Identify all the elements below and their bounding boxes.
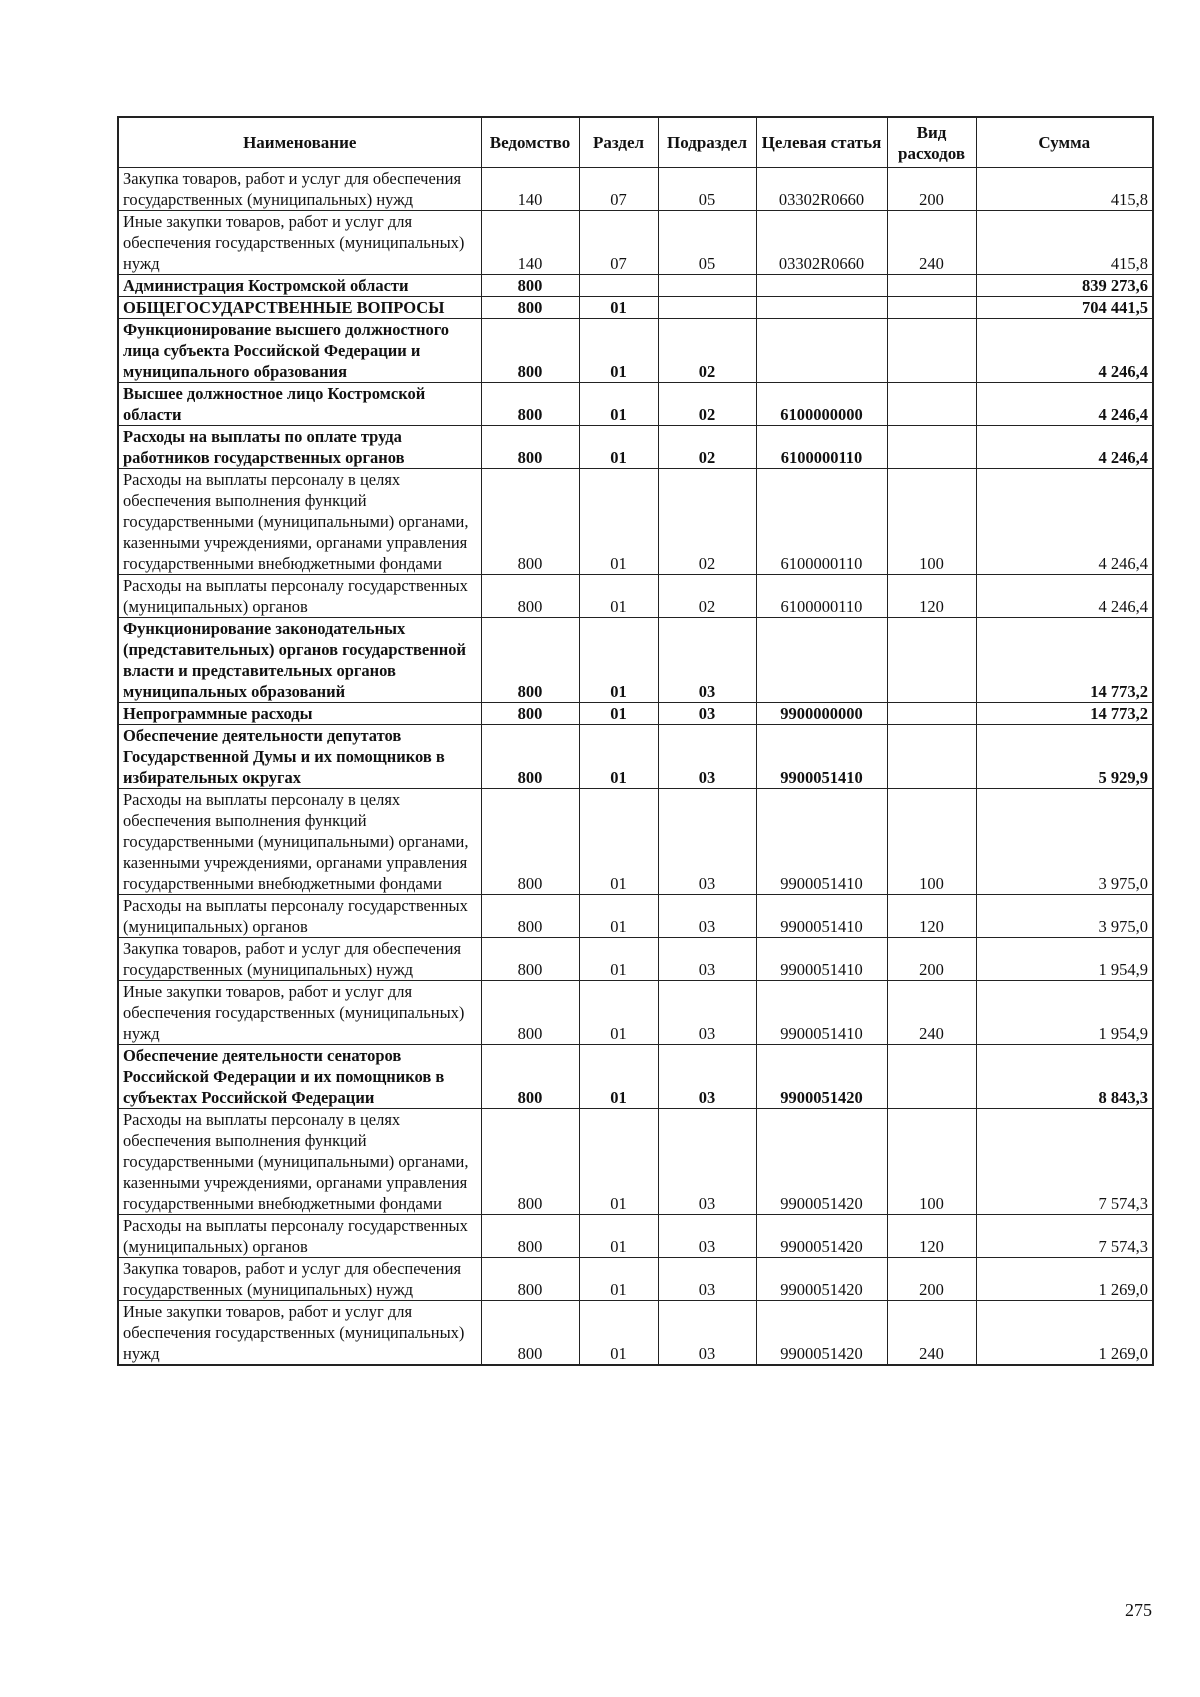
cell-exp-type: [887, 319, 976, 383]
cell-target: [756, 319, 887, 383]
cell-name: Расходы на выплаты по оплате труда работников государственных органов: [118, 426, 481, 469]
cell-amount: 839 273,6: [976, 275, 1153, 297]
cell-target: 9900051420: [756, 1109, 887, 1215]
cell-target: 9900051420: [756, 1045, 887, 1109]
cell-amount: 1 954,9: [976, 981, 1153, 1045]
table-row: [118, 618, 1153, 703]
header-row: [118, 117, 1153, 168]
cell-section: 01: [579, 383, 658, 426]
table-row: [118, 1109, 1153, 1215]
cell-amount: 3 975,0: [976, 895, 1153, 938]
cell-subsection: 03: [658, 1258, 756, 1301]
cell-section: 01: [579, 895, 658, 938]
cell-amount: 8 843,3: [976, 1045, 1153, 1109]
cell-subsection: 03: [658, 1215, 756, 1258]
cell-amount: 4 246,4: [976, 469, 1153, 575]
cell-dept: 800: [481, 725, 579, 789]
cell-exp-type: 240: [887, 1301, 976, 1366]
cell-section: 01: [579, 1301, 658, 1366]
cell-name: Расходы на выплаты персоналу государственных (муниципальных) органов: [118, 575, 481, 618]
cell-target: 6100000110: [756, 575, 887, 618]
cell-section: 01: [579, 703, 658, 725]
cell-subsection: 03: [658, 703, 756, 725]
cell-exp-type: 240: [887, 981, 976, 1045]
cell-dept: 800: [481, 275, 579, 297]
cell-dept: 140: [481, 211, 579, 275]
cell-exp-type: [887, 618, 976, 703]
cell-exp-type: 200: [887, 1258, 976, 1301]
cell-target: 9900051420: [756, 1215, 887, 1258]
cell-amount: 415,8: [976, 168, 1153, 211]
cell-subsection: 03: [658, 789, 756, 895]
cell-amount: 1 954,9: [976, 938, 1153, 981]
cell-target: 9900051410: [756, 725, 887, 789]
cell-name: Функционирование высшего должностного лица субъекта Российской Федерации и муниципального образования: [118, 319, 481, 383]
cell-subsection: 02: [658, 575, 756, 618]
cell-dept: 800: [481, 383, 579, 426]
cell-subsection: 03: [658, 938, 756, 981]
table-row: [118, 895, 1153, 938]
cell-amount: 415,8: [976, 211, 1153, 275]
cell-exp-type: 200: [887, 168, 976, 211]
cell-amount: 4 246,4: [976, 383, 1153, 426]
cell-subsection: 03: [658, 1109, 756, 1215]
cell-subsection: 03: [658, 618, 756, 703]
table-row: [118, 981, 1153, 1045]
table-row: [118, 725, 1153, 789]
cell-dept: 800: [481, 895, 579, 938]
cell-dept: 140: [481, 168, 579, 211]
header-section: Раздел: [579, 117, 658, 168]
table-row: [118, 1258, 1153, 1301]
cell-target: [756, 275, 887, 297]
cell-dept: 800: [481, 618, 579, 703]
cell-section: 01: [579, 426, 658, 469]
cell-name: Иные закупки товаров, работ и услуг для обеспечения государственных (муниципальных) нужд: [118, 1301, 481, 1366]
table-row: [118, 319, 1153, 383]
header-name: Наименование: [118, 117, 481, 168]
cell-amount: 7 574,3: [976, 1215, 1153, 1258]
cell-amount: 4 246,4: [976, 575, 1153, 618]
cell-dept: 800: [481, 319, 579, 383]
cell-amount: 4 246,4: [976, 319, 1153, 383]
cell-target: [756, 297, 887, 319]
cell-dept: 800: [481, 426, 579, 469]
table-row: [118, 938, 1153, 981]
cell-exp-type: 100: [887, 469, 976, 575]
cell-name: Непрограммные расходы: [118, 703, 481, 725]
cell-exp-type: 120: [887, 575, 976, 618]
cell-subsection: 03: [658, 981, 756, 1045]
cell-target: 6100000000: [756, 383, 887, 426]
table-row: [118, 703, 1153, 725]
cell-subsection: 02: [658, 383, 756, 426]
cell-subsection: 02: [658, 469, 756, 575]
cell-name: Иные закупки товаров, работ и услуг для обеспечения государственных (муниципальных) нужд: [118, 211, 481, 275]
cell-amount: 1 269,0: [976, 1258, 1153, 1301]
cell-exp-type: 120: [887, 1215, 976, 1258]
cell-target: 9900000000: [756, 703, 887, 725]
cell-dept: 800: [481, 297, 579, 319]
cell-target: 9900051410: [756, 981, 887, 1045]
cell-subsection: 03: [658, 895, 756, 938]
cell-amount: 4 246,4: [976, 426, 1153, 469]
cell-subsection: 05: [658, 211, 756, 275]
cell-section: 01: [579, 469, 658, 575]
cell-dept: 800: [481, 703, 579, 725]
table-row: [118, 469, 1153, 575]
table-row: [118, 168, 1153, 211]
cell-exp-type: [887, 703, 976, 725]
budget-table: [117, 116, 1154, 1366]
cell-subsection: [658, 275, 756, 297]
cell-target: 03302R0660: [756, 168, 887, 211]
table-row: [118, 297, 1153, 319]
cell-name: Обеспечение деятельности сенаторов Российской Федерации и их помощников в субъектах Российской Федерации: [118, 1045, 481, 1109]
cell-exp-type: 100: [887, 1109, 976, 1215]
cell-exp-type: 100: [887, 789, 976, 895]
cell-subsection: 03: [658, 1045, 756, 1109]
cell-name: Администрация Костромской области: [118, 275, 481, 297]
cell-target: 6100000110: [756, 469, 887, 575]
cell-exp-type: 240: [887, 211, 976, 275]
cell-name: Закупка товаров, работ и услуг для обеспечения государственных (муниципальных) нужд: [118, 1258, 481, 1301]
cell-exp-type: 200: [887, 938, 976, 981]
cell-subsection: 03: [658, 1301, 756, 1366]
cell-dept: 800: [481, 981, 579, 1045]
cell-amount: 14 773,2: [976, 703, 1153, 725]
cell-section: 07: [579, 211, 658, 275]
cell-section: 01: [579, 1258, 658, 1301]
cell-subsection: 05: [658, 168, 756, 211]
cell-name: Высшее должностное лицо Костромской области: [118, 383, 481, 426]
cell-dept: 800: [481, 789, 579, 895]
table-row: [118, 575, 1153, 618]
cell-dept: 800: [481, 1301, 579, 1366]
cell-name: Расходы на выплаты персоналу в целях обеспечения выполнения функций государственными (муниципальными) органами, казенными учреждениями, органами управления государственными внебюджетными фондами: [118, 469, 481, 575]
cell-name: ОБЩЕГОСУДАРСТВЕННЫЕ ВОПРОСЫ: [118, 297, 481, 319]
header-dept: Ведомство: [481, 117, 579, 168]
cell-exp-type: [887, 1045, 976, 1109]
page-number: 275: [1125, 1600, 1152, 1620]
cell-dept: 800: [481, 469, 579, 575]
table-row: [118, 789, 1153, 895]
cell-name: Закупка товаров, работ и услуг для обеспечения государственных (муниципальных) нужд: [118, 938, 481, 981]
table-row: [118, 383, 1153, 426]
cell-exp-type: [887, 426, 976, 469]
cell-amount: 5 929,9: [976, 725, 1153, 789]
cell-subsection: 03: [658, 725, 756, 789]
cell-section: 01: [579, 319, 658, 383]
cell-target: 03302R0660: [756, 211, 887, 275]
cell-exp-type: [887, 725, 976, 789]
cell-name: Обеспечение деятельности депутатов Государственной Думы и их помощников в избирательных округах: [118, 725, 481, 789]
cell-exp-type: [887, 275, 976, 297]
cell-section: 01: [579, 297, 658, 319]
cell-target: 6100000110: [756, 426, 887, 469]
cell-section: 01: [579, 725, 658, 789]
cell-section: 01: [579, 618, 658, 703]
cell-section: 01: [579, 575, 658, 618]
table-row: [118, 1045, 1153, 1109]
table-row: [118, 426, 1153, 469]
cell-exp-type: 120: [887, 895, 976, 938]
cell-target: [756, 618, 887, 703]
cell-amount: 704 441,5: [976, 297, 1153, 319]
cell-exp-type: [887, 297, 976, 319]
cell-name: Расходы на выплаты персоналу в целях обеспечения выполнения функций государственными (муниципальными) органами, казенными учреждениями, органами управления государственными внебюджетными фондами: [118, 789, 481, 895]
cell-amount: 7 574,3: [976, 1109, 1153, 1215]
header-exp-type: Вид расходов: [887, 117, 976, 168]
header-target: Целевая статья: [756, 117, 887, 168]
cell-section: 01: [579, 1215, 658, 1258]
cell-name: Функционирование законодательных (представительных) органов государственной власти и представительных органов муниципальных образований: [118, 618, 481, 703]
cell-target: 9900051410: [756, 938, 887, 981]
cell-subsection: [658, 297, 756, 319]
cell-dept: 800: [481, 575, 579, 618]
cell-section: 07: [579, 168, 658, 211]
cell-name: Иные закупки товаров, работ и услуг для обеспечения государственных (муниципальных) нужд: [118, 981, 481, 1045]
cell-name: Закупка товаров, работ и услуг для обеспечения государственных (муниципальных) нужд: [118, 168, 481, 211]
cell-exp-type: [887, 383, 976, 426]
cell-dept: 800: [481, 1215, 579, 1258]
cell-name: Расходы на выплаты персоналу государственных (муниципальных) органов: [118, 895, 481, 938]
cell-amount: 1 269,0: [976, 1301, 1153, 1366]
cell-section: 01: [579, 789, 658, 895]
cell-dept: 800: [481, 1109, 579, 1215]
table-row: [118, 211, 1153, 275]
table-body: [118, 168, 1153, 1366]
cell-amount: 3 975,0: [976, 789, 1153, 895]
cell-subsection: 02: [658, 319, 756, 383]
header-subsection: Подраздел: [658, 117, 756, 168]
cell-section: 01: [579, 1109, 658, 1215]
cell-section: 01: [579, 938, 658, 981]
cell-dept: 800: [481, 1258, 579, 1301]
cell-name: Расходы на выплаты персоналу в целях обеспечения выполнения функций государственными (муниципальными) органами, казенными учреждениями, органами управления государственными внебюджетными фондами: [118, 1109, 481, 1215]
cell-target: 9900051410: [756, 789, 887, 895]
cell-amount: 14 773,2: [976, 618, 1153, 703]
cell-target: 9900051410: [756, 895, 887, 938]
cell-section: [579, 275, 658, 297]
table-row: [118, 1301, 1153, 1366]
cell-target: 9900051420: [756, 1258, 887, 1301]
cell-dept: 800: [481, 1045, 579, 1109]
header-amount: Сумма: [976, 117, 1153, 168]
table-row: [118, 1215, 1153, 1258]
cell-section: 01: [579, 1045, 658, 1109]
cell-name: Расходы на выплаты персоналу государственных (муниципальных) органов: [118, 1215, 481, 1258]
cell-section: 01: [579, 981, 658, 1045]
table-row: [118, 275, 1153, 297]
cell-target: 9900051420: [756, 1301, 887, 1366]
cell-dept: 800: [481, 938, 579, 981]
cell-subsection: 02: [658, 426, 756, 469]
